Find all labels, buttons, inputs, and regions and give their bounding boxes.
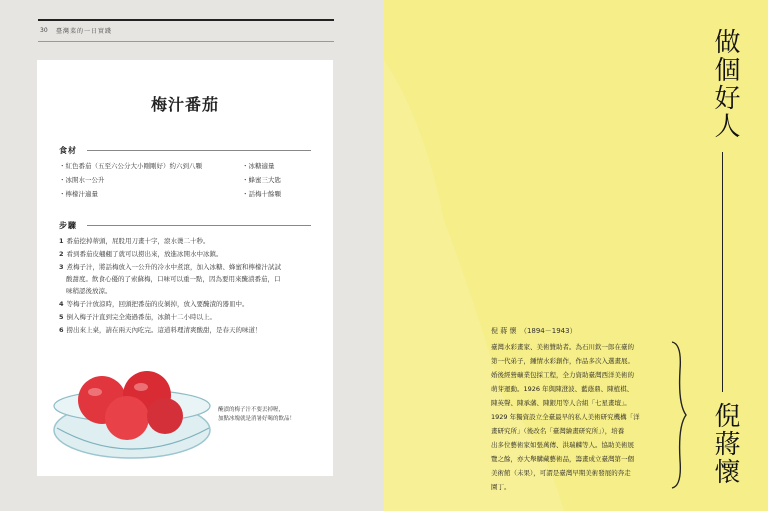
bio-heading: 倪 蔣 懷 （1894－1943） — [491, 327, 577, 335]
step-item: 2 看到番茄皮翹翹了就可以撈出來，放進冰開水中冰鎮。 — [59, 250, 223, 258]
ingredients-heading: 食材 — [59, 146, 77, 155]
bio-line: 出多位藝術家如張萬傳、洪瑞麟等人。協助美術展 — [491, 441, 634, 449]
step-item-continued: 酸甜度。飲食心優的了索蘇梅，口味可以重一點，因為要用來醃漬番茄，口 — [66, 275, 281, 283]
ingredients-rule — [87, 150, 311, 151]
header-rule — [38, 19, 334, 21]
tomato-bowl-illustration — [47, 350, 227, 470]
step-item: 4 等梅子汁放涼時，回頭把番茄的皮剝掉，放入要醃漬的器皿中。 — [59, 300, 249, 308]
running-header: 臺灣菜的一日實踐 — [56, 28, 113, 35]
ingredient-item: ・檸檬汁適量 — [59, 190, 98, 198]
bio-line: 婚後經營礦業包採工程，全力資助臺灣西洋美術的 — [491, 371, 634, 379]
vertical-name: 倪蔣懷 — [710, 402, 740, 486]
bio-line: 臺灣水彩畫家、美術贊助者。為石川欽一郎在臺的 — [491, 343, 634, 351]
page-number: 30 — [40, 27, 48, 34]
vertical-rule — [722, 152, 723, 392]
bio-line: 畫研究所」（後改名「臺灣繪畫研究所」），培養 — [491, 427, 625, 435]
illustration-caption: 醃漬的梅子汁不要丟掉喔， 加點冰塊就是消暑好喝的飲品！ — [218, 407, 296, 422]
bio-line: 覽之餘，亦大舉購藏藝術品，籌畫成立臺灣第一個 — [491, 455, 634, 463]
recipe-card — [37, 60, 333, 476]
bio-line: 萌芽運動。1926 年與陳澄波、藍蔭鼎、陳植棋、 — [491, 385, 634, 393]
ingredient-item: ・蜂蜜三大匙 — [242, 176, 281, 184]
step-item: 6 撈出來上桌，請在兩天內吃完。這道料理清爽酸甜，是春天的味道！ — [59, 326, 262, 334]
header-divider — [38, 41, 334, 42]
steps-rule — [87, 225, 311, 226]
ingredient-item: ・紅色番茄（五至六公分大小剛剛好）約六到八顆 — [59, 162, 202, 170]
bio-line: 園丁。 — [491, 483, 511, 491]
step-item: 5 倒入梅子汁直到完全淹過番茄，冰鎮十二小時以上。 — [59, 313, 217, 321]
bio-line: 1929 年獨資設立全臺最早的私人美術研究機構「洋 — [491, 413, 640, 421]
ingredient-item: ・話梅十餘顆 — [242, 190, 281, 198]
step-item: 3 煮梅子汁，將話梅放入一公升的冷水中煮滾，加入冰糖、蜂蜜和檸檬汁試試 — [59, 263, 282, 271]
bio-line: 陳英聲、陳承藩、陳銀用等人合組「七星畫壇」。 — [491, 399, 631, 407]
step-item: 1 番茄挖掉蒂頭，屁股用刀畫十字，滾水燙二十秒。 — [59, 237, 210, 245]
bio-line: 第一代弟子，鍾情水彩創作，作品多次入選畫展。 — [491, 357, 634, 365]
recipe-title: 梅汁番茄 — [150, 95, 219, 114]
vertical-title: 做個好人 — [710, 28, 740, 140]
steps-heading: 步驟 — [59, 221, 77, 230]
ingredient-item: ・冰糖適量 — [242, 162, 275, 170]
ingredient-item: ・冰開水一公升 — [59, 176, 105, 184]
step-item-continued: 味稍認後放涼。 — [66, 287, 112, 295]
bracket-brace — [668, 340, 688, 490]
bio-line: 美術館（未果），可謂是臺灣早期美術發展的奔走 — [491, 469, 631, 477]
